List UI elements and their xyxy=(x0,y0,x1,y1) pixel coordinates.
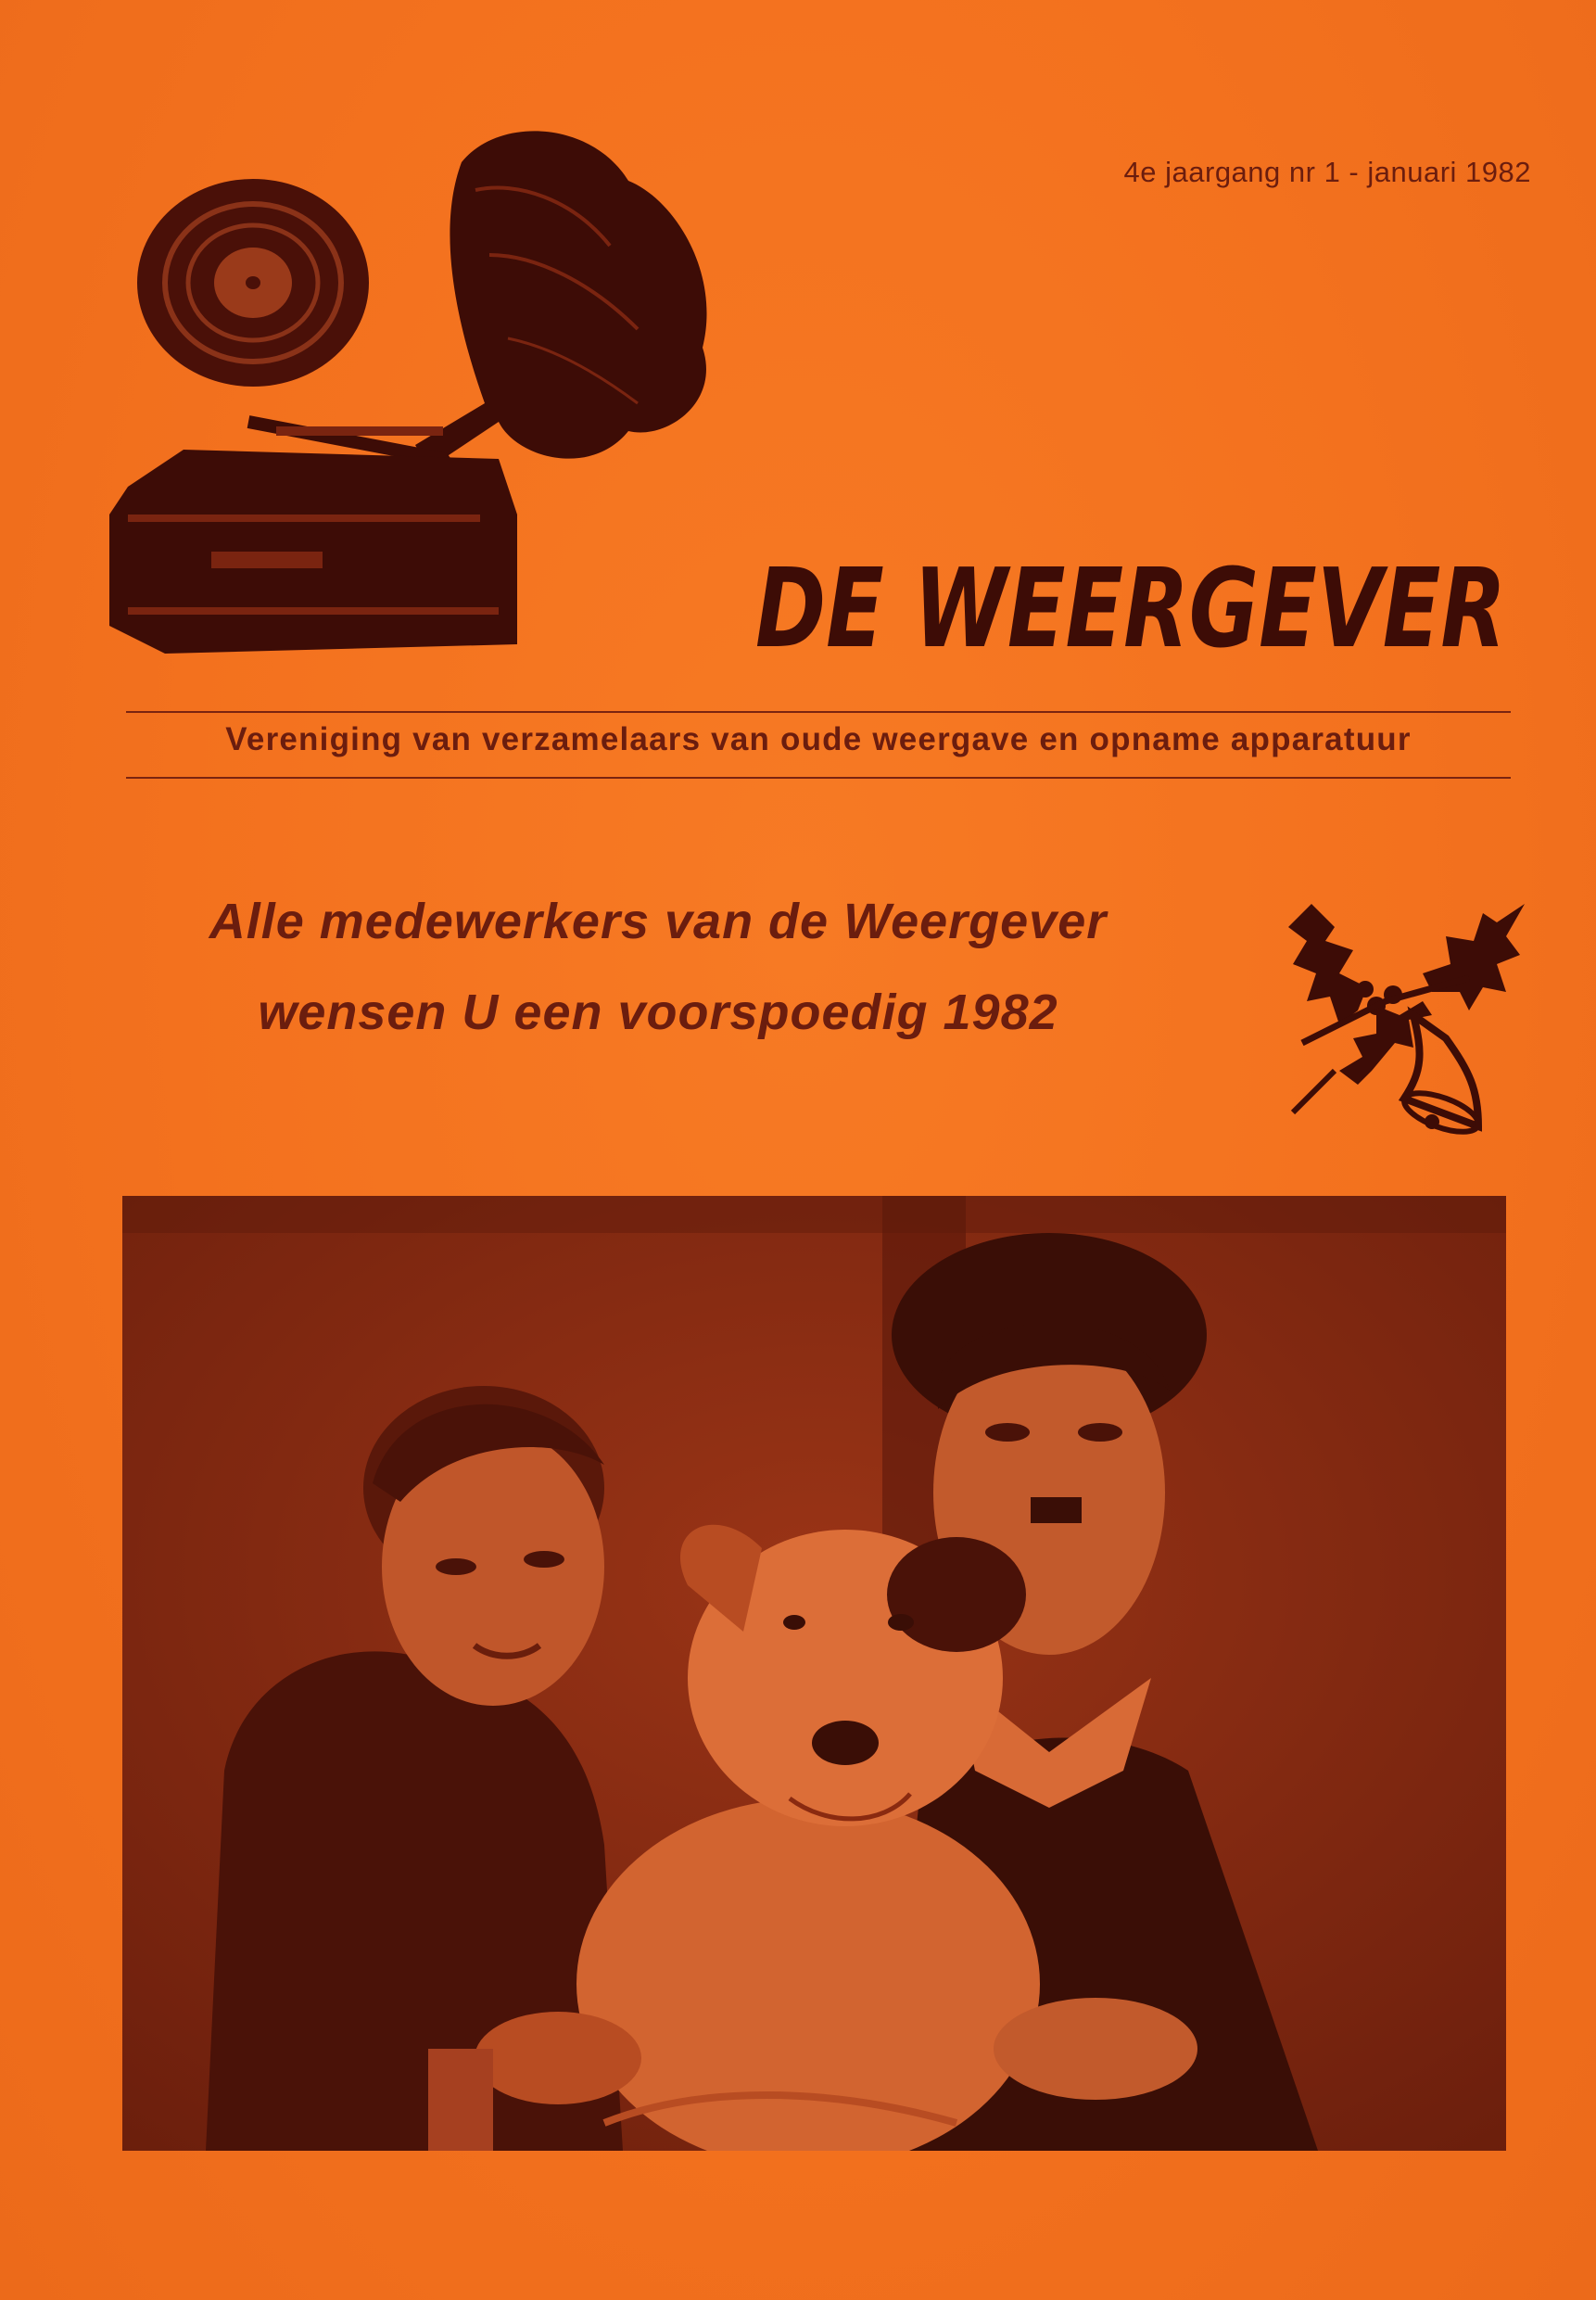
subtitle: Vereniging van verzamelaars van oude weergave en opname apparatuur xyxy=(225,721,1412,757)
vintage-film-still-photo xyxy=(122,1196,1506,2151)
holly-bell-icon xyxy=(1284,885,1534,1136)
greeting xyxy=(120,876,1196,1058)
masthead-title-text: DE WEERGEVER xyxy=(755,544,1506,672)
top-rule xyxy=(126,711,1511,713)
gramophone-illustration xyxy=(109,125,740,663)
bottom-rule xyxy=(126,777,1511,779)
greeting-line-1: Alle medewerkers van de Weergever xyxy=(209,894,1108,949)
greeting-line-2: wensen U een voorspoedig 1982 xyxy=(258,985,1058,1040)
issue-info: 4e jaargang nr 1 - januari 1982 xyxy=(1123,156,1531,188)
masthead-title xyxy=(746,533,1515,672)
cover-photo xyxy=(122,1196,1506,2151)
